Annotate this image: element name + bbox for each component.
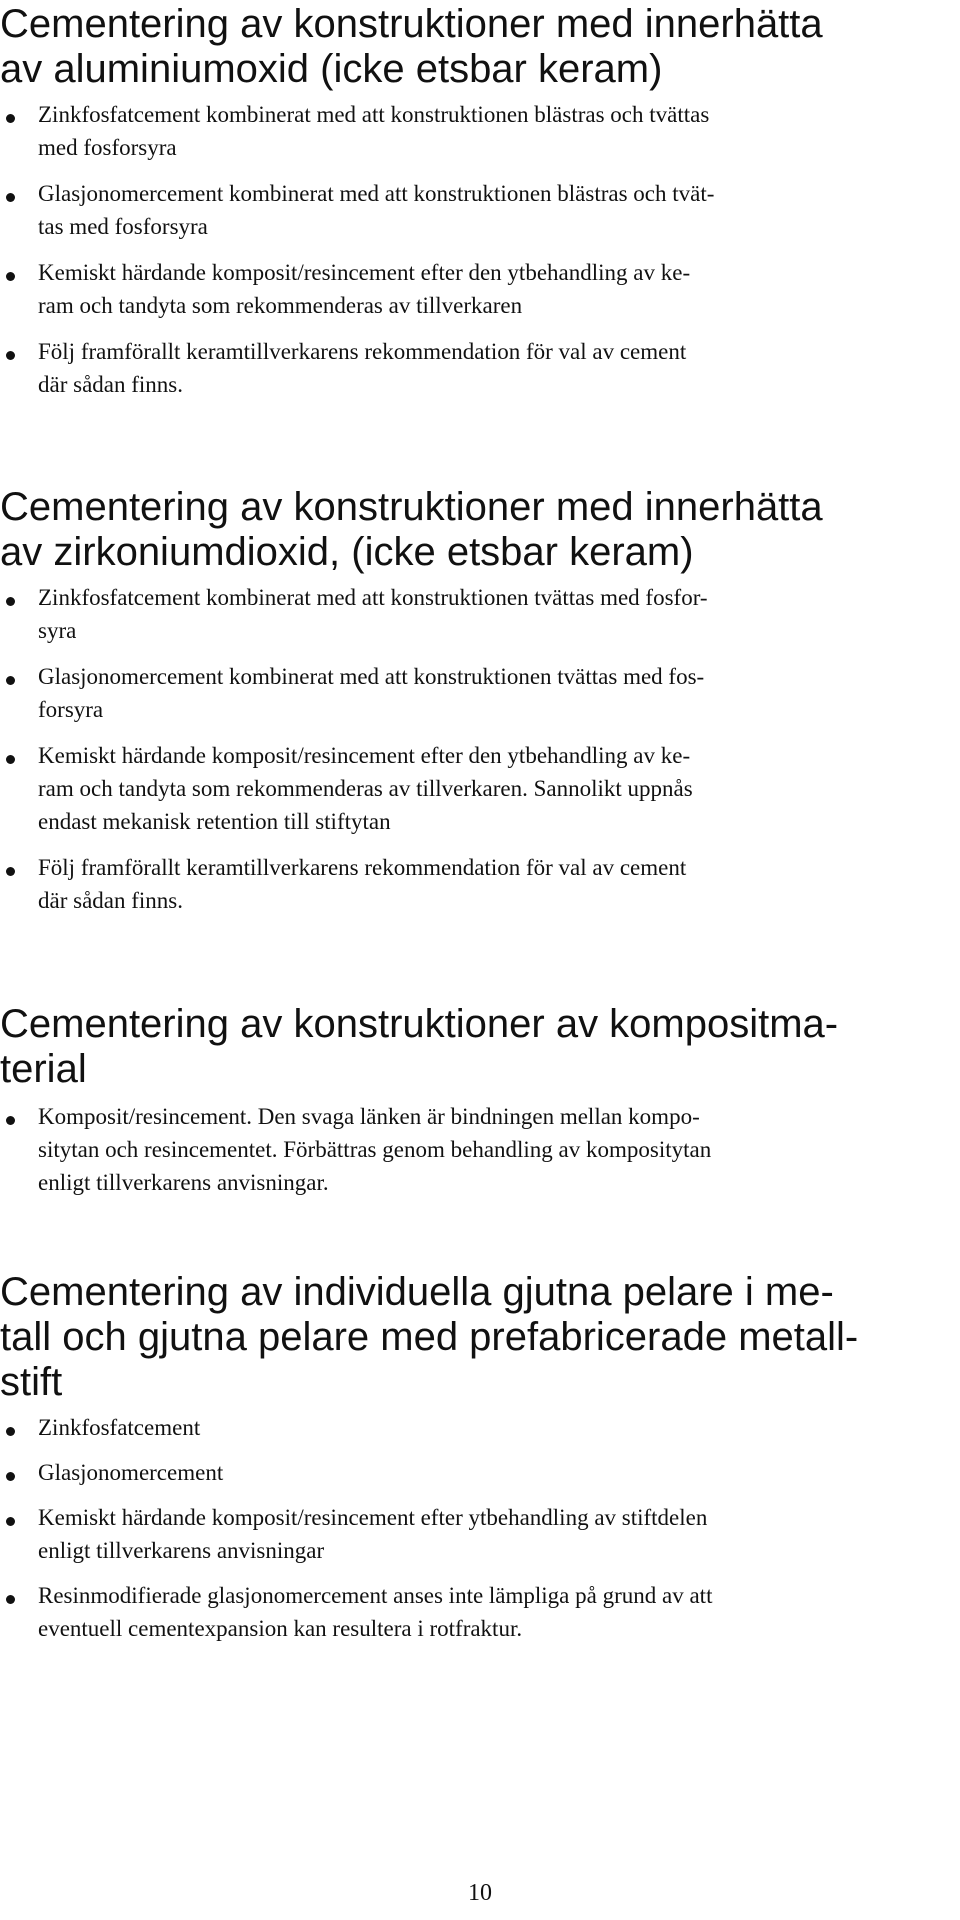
- heading-line: stift: [0, 1360, 63, 1404]
- section-kompositmaterial: [0, 1002, 960, 1199]
- bullet-item: [0, 1100, 960, 1199]
- bullet-text: sitytan och resincementet. Förbättras genom behandling av kompositytan: [38, 1137, 712, 1162]
- bullet-text: syra: [38, 618, 77, 643]
- section-heading: [0, 1270, 960, 1405]
- bullet-text: Glasjonomercement: [38, 1460, 224, 1485]
- bullet-item: [0, 1579, 960, 1645]
- section-heading: [0, 2, 960, 92]
- bullet-item: [0, 177, 960, 243]
- bullet-item: [0, 1411, 960, 1444]
- bullet-text: Komposit/resincement. Den svaga länken är bindningen mellan kompo-: [38, 1104, 700, 1129]
- bullet-item: [0, 256, 960, 322]
- bullet-text: Zinkfosfatcement kombinerat med att konstruktionen tvättas med fosfor-: [38, 585, 708, 610]
- bullet-dot-icon: [6, 351, 15, 360]
- heading-line: Cementering av konstruktioner av kompositma-: [0, 1002, 839, 1046]
- heading-line: av zirkoniumdioxid, (icke etsbar keram): [0, 530, 694, 574]
- bullet-item: [0, 581, 960, 647]
- bullet-text: där sådan finns.: [38, 888, 183, 913]
- bullet-text: enligt tillverkarens anvisningar: [38, 1538, 325, 1563]
- bullet-text: forsyra: [38, 697, 104, 722]
- bullet-item: [0, 98, 960, 164]
- section-aluminiumoxid: [0, 2, 960, 401]
- bullet-list: [0, 1411, 960, 1645]
- bullet-dot-icon: [6, 1595, 15, 1604]
- bullet-dot-icon: [6, 1427, 15, 1436]
- bullet-dot-icon: [6, 676, 15, 685]
- bullet-text: eventuell cementexpansion kan resultera i rotfraktur.: [38, 1616, 523, 1641]
- bullet-dot-icon: [6, 1517, 15, 1526]
- section-heading: [0, 1002, 960, 1092]
- section-gjutna-pelare: [0, 1270, 960, 1645]
- bullet-item: [0, 1501, 960, 1567]
- bullet-text: Följ framförallt keramtillverkarens rekommendation för val av cement: [38, 855, 687, 880]
- heading-line: av aluminiumoxid (icke etsbar keram): [0, 47, 663, 91]
- bullet-dot-icon: [6, 755, 15, 764]
- bullet-text: Kemiskt härdande komposit/resincement efter den ytbehandling av ke-: [38, 260, 691, 285]
- bullet-text: Resinmodifierade glasjonomercement anses inte lämpliga på grund av att: [38, 1583, 713, 1608]
- bullet-text: Zinkfosfatcement kombinerat med att konstruktionen blästras och tvättas: [38, 102, 710, 127]
- bullet-text: med fosforsyra: [38, 135, 177, 160]
- bullet-item: [0, 851, 960, 917]
- heading-line: Cementering av konstruktioner med innerhätta: [0, 485, 823, 529]
- bullet-list: [0, 98, 960, 401]
- bullet-dot-icon: [6, 193, 15, 202]
- bullet-text: Kemiskt härdande komposit/resincement efter den ytbehandling av ke-: [38, 743, 691, 768]
- bullet-dot-icon: [6, 1472, 15, 1481]
- bullet-text: Glasjonomercement kombinerat med att konstruktionen tvättas med fos-: [38, 664, 705, 689]
- heading-line: Cementering av individuella gjutna pelare i me-: [0, 1270, 834, 1314]
- bullet-text: tas med fosforsyra: [38, 214, 208, 239]
- bullet-text: där sådan finns.: [38, 372, 183, 397]
- bullet-text: Zinkfosfatcement: [38, 1415, 201, 1440]
- bullet-text: ram och tandyta som rekommenderas av tillverkaren: [38, 293, 523, 318]
- section-heading: [0, 485, 960, 575]
- bullet-dot-icon: [6, 867, 15, 876]
- bullet-item: [0, 1456, 960, 1489]
- bullet-dot-icon: [6, 597, 15, 606]
- bullet-dot-icon: [6, 114, 15, 123]
- heading-line: Cementering av konstruktioner med innerhätta: [0, 2, 823, 46]
- bullet-text: enligt tillverkarens anvisningar.: [38, 1170, 329, 1195]
- bullet-list: [0, 581, 960, 917]
- bullet-text: endast mekanisk retention till stiftytan: [38, 809, 391, 834]
- bullet-text: Glasjonomercement kombinerat med att konstruktionen blästras och tvät-: [38, 181, 715, 206]
- bullet-text: Kemiskt härdande komposit/resincement efter ytbehandling av stiftdelen: [38, 1505, 708, 1530]
- bullet-list: [0, 1100, 960, 1199]
- bullet-text: Följ framförallt keramtillverkarens rekommendation för val av cement: [38, 339, 687, 364]
- bullet-text: ram och tandyta som rekommenderas av tillverkaren. Sannolikt uppnås: [38, 776, 693, 801]
- heading-line: terial: [0, 1047, 87, 1091]
- bullet-item: [0, 739, 960, 838]
- heading-line: tall och gjutna pelare med prefabricerade metall-: [0, 1315, 859, 1359]
- bullet-dot-icon: [6, 272, 15, 281]
- bullet-item: [0, 335, 960, 401]
- section-zirkoniumdioxid: [0, 485, 960, 917]
- bullet-dot-icon: [6, 1116, 15, 1125]
- page-number: 10: [468, 1880, 492, 1906]
- bullet-item: [0, 660, 960, 726]
